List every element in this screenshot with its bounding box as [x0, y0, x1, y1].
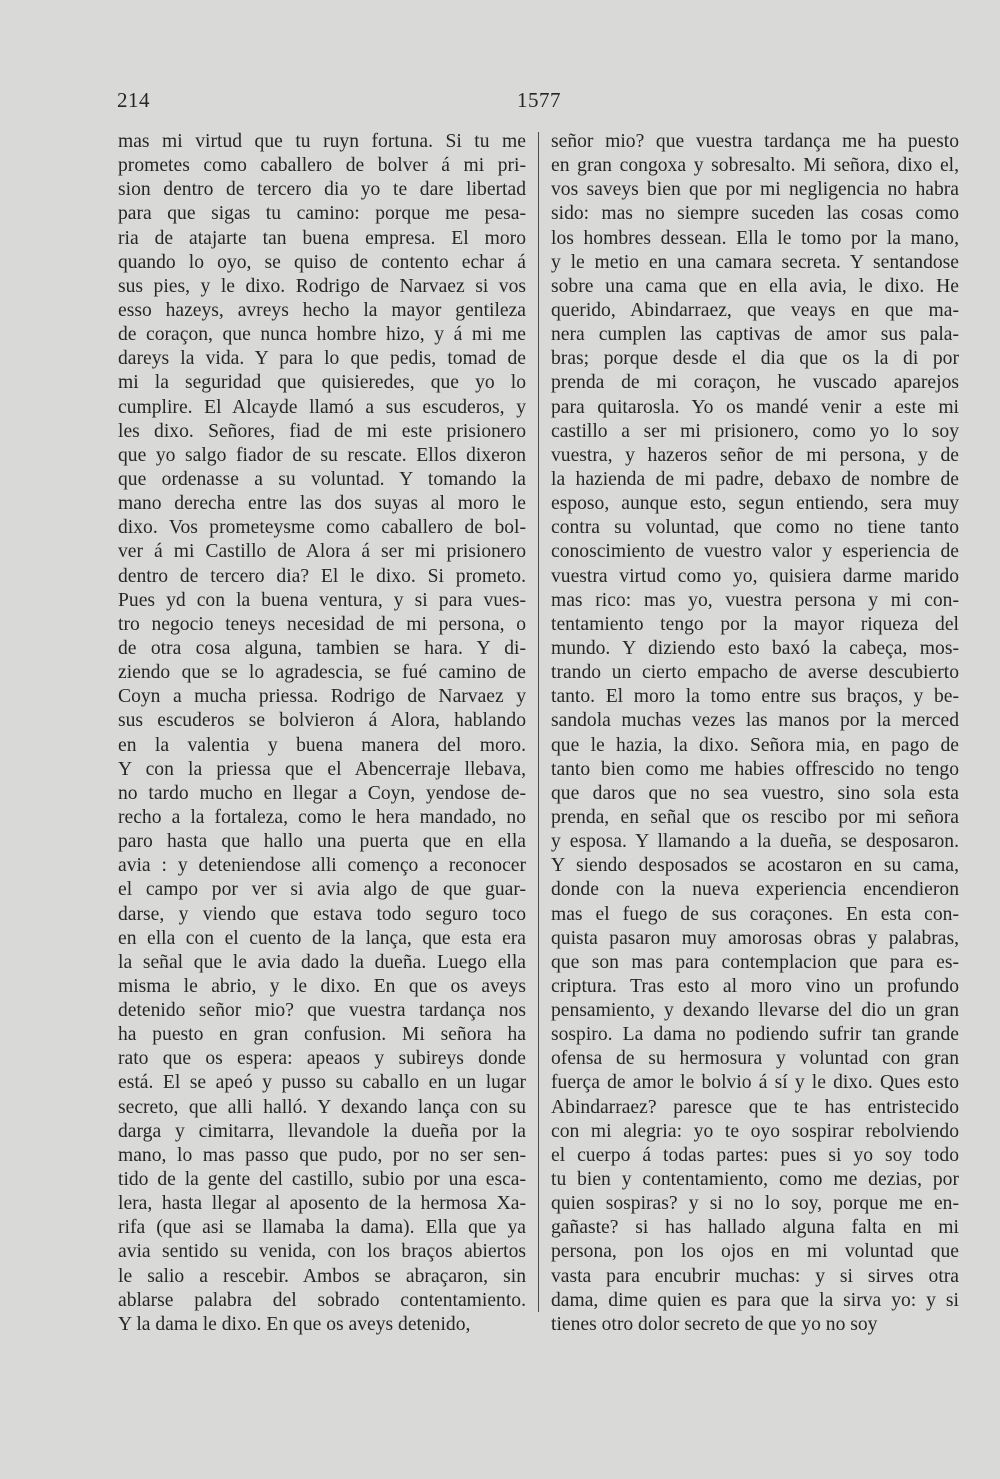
text-line: sus pies, y le dixo. Rodrigo de Narvaez si vos — [118, 275, 526, 297]
text-line: para quitarosla. Yo os mandé venir a este mi — [551, 396, 959, 418]
text-line: tienes otro dolor secreto de que yo no soy — [551, 1313, 878, 1335]
text-line: mas rico: mas yo, vuestra persona y mi con- — [551, 589, 959, 611]
text-line: dentro de tercero dia? El le dixo. Si prometo. — [118, 565, 526, 587]
text-line: prenda de mi coraçon, he vuscado aparejos — [551, 372, 959, 394]
text-line: vasta para encubrir muchas: y si sirves otra — [551, 1265, 959, 1287]
text-line: paro hasta que hallo una puerta que en ella — [118, 831, 526, 853]
text-line: conoscimiento de vuestro valor y esperiencia de — [551, 541, 959, 563]
text-line: señor mio? que vuestra tardança me ha puesto — [551, 131, 959, 152]
text-line: ablarse palabra del sobrado contentamiento. — [118, 1289, 526, 1311]
text-line: Coyn a mucha priessa. Rodrigo de Narvaez y — [118, 686, 526, 708]
text-line: de otra cosa alguna, tambien se hara. Y di- — [118, 637, 526, 659]
text-line: ria de atajarte tan buena empresa. El moro — [118, 227, 526, 249]
text-line: nera cumplen las captivas de amor sus pala- — [551, 324, 959, 346]
text-line: secreto, que alli halló. Y dexando lança con su — [118, 1096, 526, 1118]
text-line: persona, pon los ojos en mi voluntad que — [551, 1241, 959, 1263]
text-line: y le metio en una camara secreta. Y sentandose — [551, 251, 959, 273]
text-line: con mi alegria: yo te oyo sospirar rebolviendo — [551, 1120, 959, 1142]
text-line: vuestra virtud como yo, quisiera darme marido — [551, 565, 959, 587]
text-line: esso hazeys, avreys hecho la mayor gentileza — [118, 299, 526, 321]
text-line: dama, dime quien es para que la sirva yo: y si — [551, 1289, 959, 1311]
text-line: mano, lo mas passo que pudo, por no ser sen- — [118, 1144, 526, 1166]
left-text-column — [118, 130, 526, 1337]
text-line: la señal que le avia dado la dueña. Luego ella — [118, 951, 526, 973]
text-line: que le hazia, la dixo. Señora mia, en pago de — [551, 734, 959, 756]
text-line: dareys la vida. Y para lo que pedis, tomad de — [118, 348, 526, 370]
text-line: vos saveys bien que por mi negligencia no habra — [551, 179, 959, 201]
text-line: de coraçon, que nunca hombre hizo, y á mi me — [118, 324, 526, 346]
text-line: que yo salgo fiador de su rescate. Ellos dixeron — [118, 444, 526, 466]
text-line: gañaste? si has hallado alguna falta en mi — [551, 1217, 959, 1239]
text-line: darse, y viendo que estava todo seguro toco — [118, 903, 526, 925]
text-line: mas el fuego de sus coraçones. En esta con- — [551, 903, 959, 925]
text-line: mi la seguridad que quisieredes, que yo lo — [118, 372, 526, 394]
text-line: contra su voluntad, que como no tiene tanto — [551, 517, 959, 539]
text-line: mas mi virtud que tu ruyn fortuna. Si tu me — [118, 131, 526, 152]
text-line: en ella con el cuento de la lança, que esta era — [118, 927, 526, 949]
text-line: lera, hasta llegar al aposento de la hermosa Xa- — [118, 1193, 526, 1215]
text-line: fuerça de amor le bolvio á sí y le dixo. Ques esto — [551, 1072, 959, 1094]
text-line: avia sentido su venida, con los braços abiertos — [118, 1241, 526, 1263]
text-line: ziendo que se lo agradescia, se fué camino de — [118, 662, 526, 684]
text-line: donde con la nueva experiencia encendieron — [551, 879, 959, 901]
text-line: cumplire. El Alcayde llamó a sus escuderos, y — [118, 396, 526, 418]
text-line: Y la dama le dixo. En que os aveys detenido, — [118, 1313, 471, 1335]
text-line: vuestra, y hazeros señor de mi persona, y de — [551, 444, 959, 466]
text-line: trando un cierto empacho de averse descubierto — [551, 662, 959, 684]
text-line: Y siendo desposados se acostaron en su cama, — [551, 855, 959, 877]
text-line: que son mas para contemplacion que para es- — [551, 951, 959, 973]
text-line: en la valentia y buena manera del moro. — [118, 734, 526, 756]
text-line: mundo. Y diziendo esto baxó la cabeça, mos- — [551, 637, 959, 659]
text-line: quando lo oyo, se quiso de contento echar á — [118, 251, 526, 273]
running-header-year: 1577 — [517, 88, 561, 112]
text-line: dixo. Vos prometeysme como caballero de bol- — [118, 517, 526, 539]
text-line: les dixo. Señores, fiad de mi este prisionero — [118, 420, 526, 442]
text-line: sion dentro de tercero dia yo te dare libertad — [118, 179, 526, 201]
text-line: ofensa de su hermosura y voluntad con gran — [551, 1048, 959, 1070]
text-line: quista pasaron muy amorosas obras y palabras, — [551, 927, 959, 949]
text-line: los hombres dessean. Ella le tomo por la mano, — [551, 227, 959, 249]
text-line: recho a la fortaleza, como le hera mandado, no — [118, 806, 526, 828]
text-line: mano derecha entre las dos suyas al moro le — [118, 493, 526, 515]
text-line: en gran congoxa y sobresalto. Mi señora, dixo el, — [551, 155, 959, 177]
text-line: sospiro. La dama no podiendo sufrir tan grande — [551, 1024, 959, 1046]
column-divider — [538, 132, 539, 1312]
text-line: está. El se apeó y pusso su caballo en un lugar — [118, 1072, 526, 1094]
text-line: pensamiento, y dexando llevarse del dio un gran — [551, 1000, 959, 1022]
text-line: ha puesto en gran confusion. Mi señora ha — [118, 1024, 526, 1046]
text-line: quien sospiras? y si no lo soy, porque me en- — [551, 1193, 959, 1215]
text-line: tu bien y contentamiento, como me dezias, por — [551, 1169, 959, 1191]
text-line: tro negocio teneys necesidad de mi persona, o — [118, 613, 526, 635]
text-line: y esposa. Y llamando a la dueña, se desposaron. — [551, 831, 959, 853]
text-line: tentamiento tengo por la mayor riqueza del — [551, 613, 959, 635]
text-line: sobre una cama que en ella avia, le dixo. He — [551, 275, 959, 297]
text-line: prenda, en señal que os rescibo por mi señora — [551, 806, 959, 828]
text-line: para que sigas tu camino: porque me pesa- — [118, 203, 526, 225]
text-line: rifa (que asi se llamaba la dama). Ella que ya — [118, 1217, 526, 1239]
text-line: esposo, aunque esto, segun entiendo, sera muy — [551, 493, 959, 515]
text-line: prometes como caballero de bolver á mi pri- — [118, 155, 526, 177]
text-line: tanto. El moro la tomo entre sus braços, y be- — [551, 686, 959, 708]
text-line: el campo por ver si avia algo de que guar- — [118, 879, 526, 901]
text-line: Abindarraez? paresce que te has entristecido — [551, 1096, 959, 1118]
text-line: sus escuderos se bolvieron á Alora, hablando — [118, 710, 526, 732]
text-line: rato que os espera: apeaos y subireys donde — [118, 1048, 526, 1070]
right-text-column — [551, 130, 959, 1337]
text-line: misma le abrio, y le dixo. En que os aveys — [118, 975, 526, 997]
text-line: darga y cimitarra, llevandole la dueña por la — [118, 1120, 526, 1142]
text-line: la hazienda de mi padre, debaxo de nombre de — [551, 468, 959, 490]
text-line: detenido señor mio? que vuestra tardança nos — [118, 1000, 526, 1022]
text-line: le salio a rescebir. Ambos se abraçaron, sin — [118, 1265, 526, 1287]
text-line: sandola muchas vezes las manos por la merced — [551, 710, 959, 732]
text-line: que ordenasse a su voluntad. Y tomando la — [118, 468, 526, 490]
text-line: criptura. Tras esto al moro vino un profundo — [551, 975, 959, 997]
text-line: ver á mi Castillo de Alora á ser mi prisionero — [118, 541, 526, 563]
text-line: que daros que no sea vuestro, sino sola esta — [551, 782, 959, 804]
text-line: Pues yd con la buena ventura, y si para vues- — [118, 589, 526, 611]
text-line: tido de la gente del castillo, subio por una esca- — [118, 1169, 526, 1191]
text-line: avia : y deteniendose alli començo a reconocer — [118, 855, 526, 877]
text-line: sido: mas no siempre suceden las cosas como — [551, 203, 959, 225]
page-number: 214 — [117, 88, 150, 112]
text-line: tanto bien como me habies offrescido no tengo — [551, 758, 959, 780]
text-line: querido, Abindarraez, que veays en que ma- — [551, 299, 959, 321]
text-line: el cuerpo á todas partes: pues si yo soy todo — [551, 1144, 959, 1166]
text-line: bras; porque desde el dia que os la di por — [551, 348, 959, 370]
text-line: Y con la priessa que el Abencerraje llebava, — [118, 758, 526, 780]
text-line: castillo a ser mi prisionero, como yo lo soy — [551, 420, 959, 442]
text-line: no tardo mucho en llegar a Coyn, yendose de- — [118, 782, 526, 804]
